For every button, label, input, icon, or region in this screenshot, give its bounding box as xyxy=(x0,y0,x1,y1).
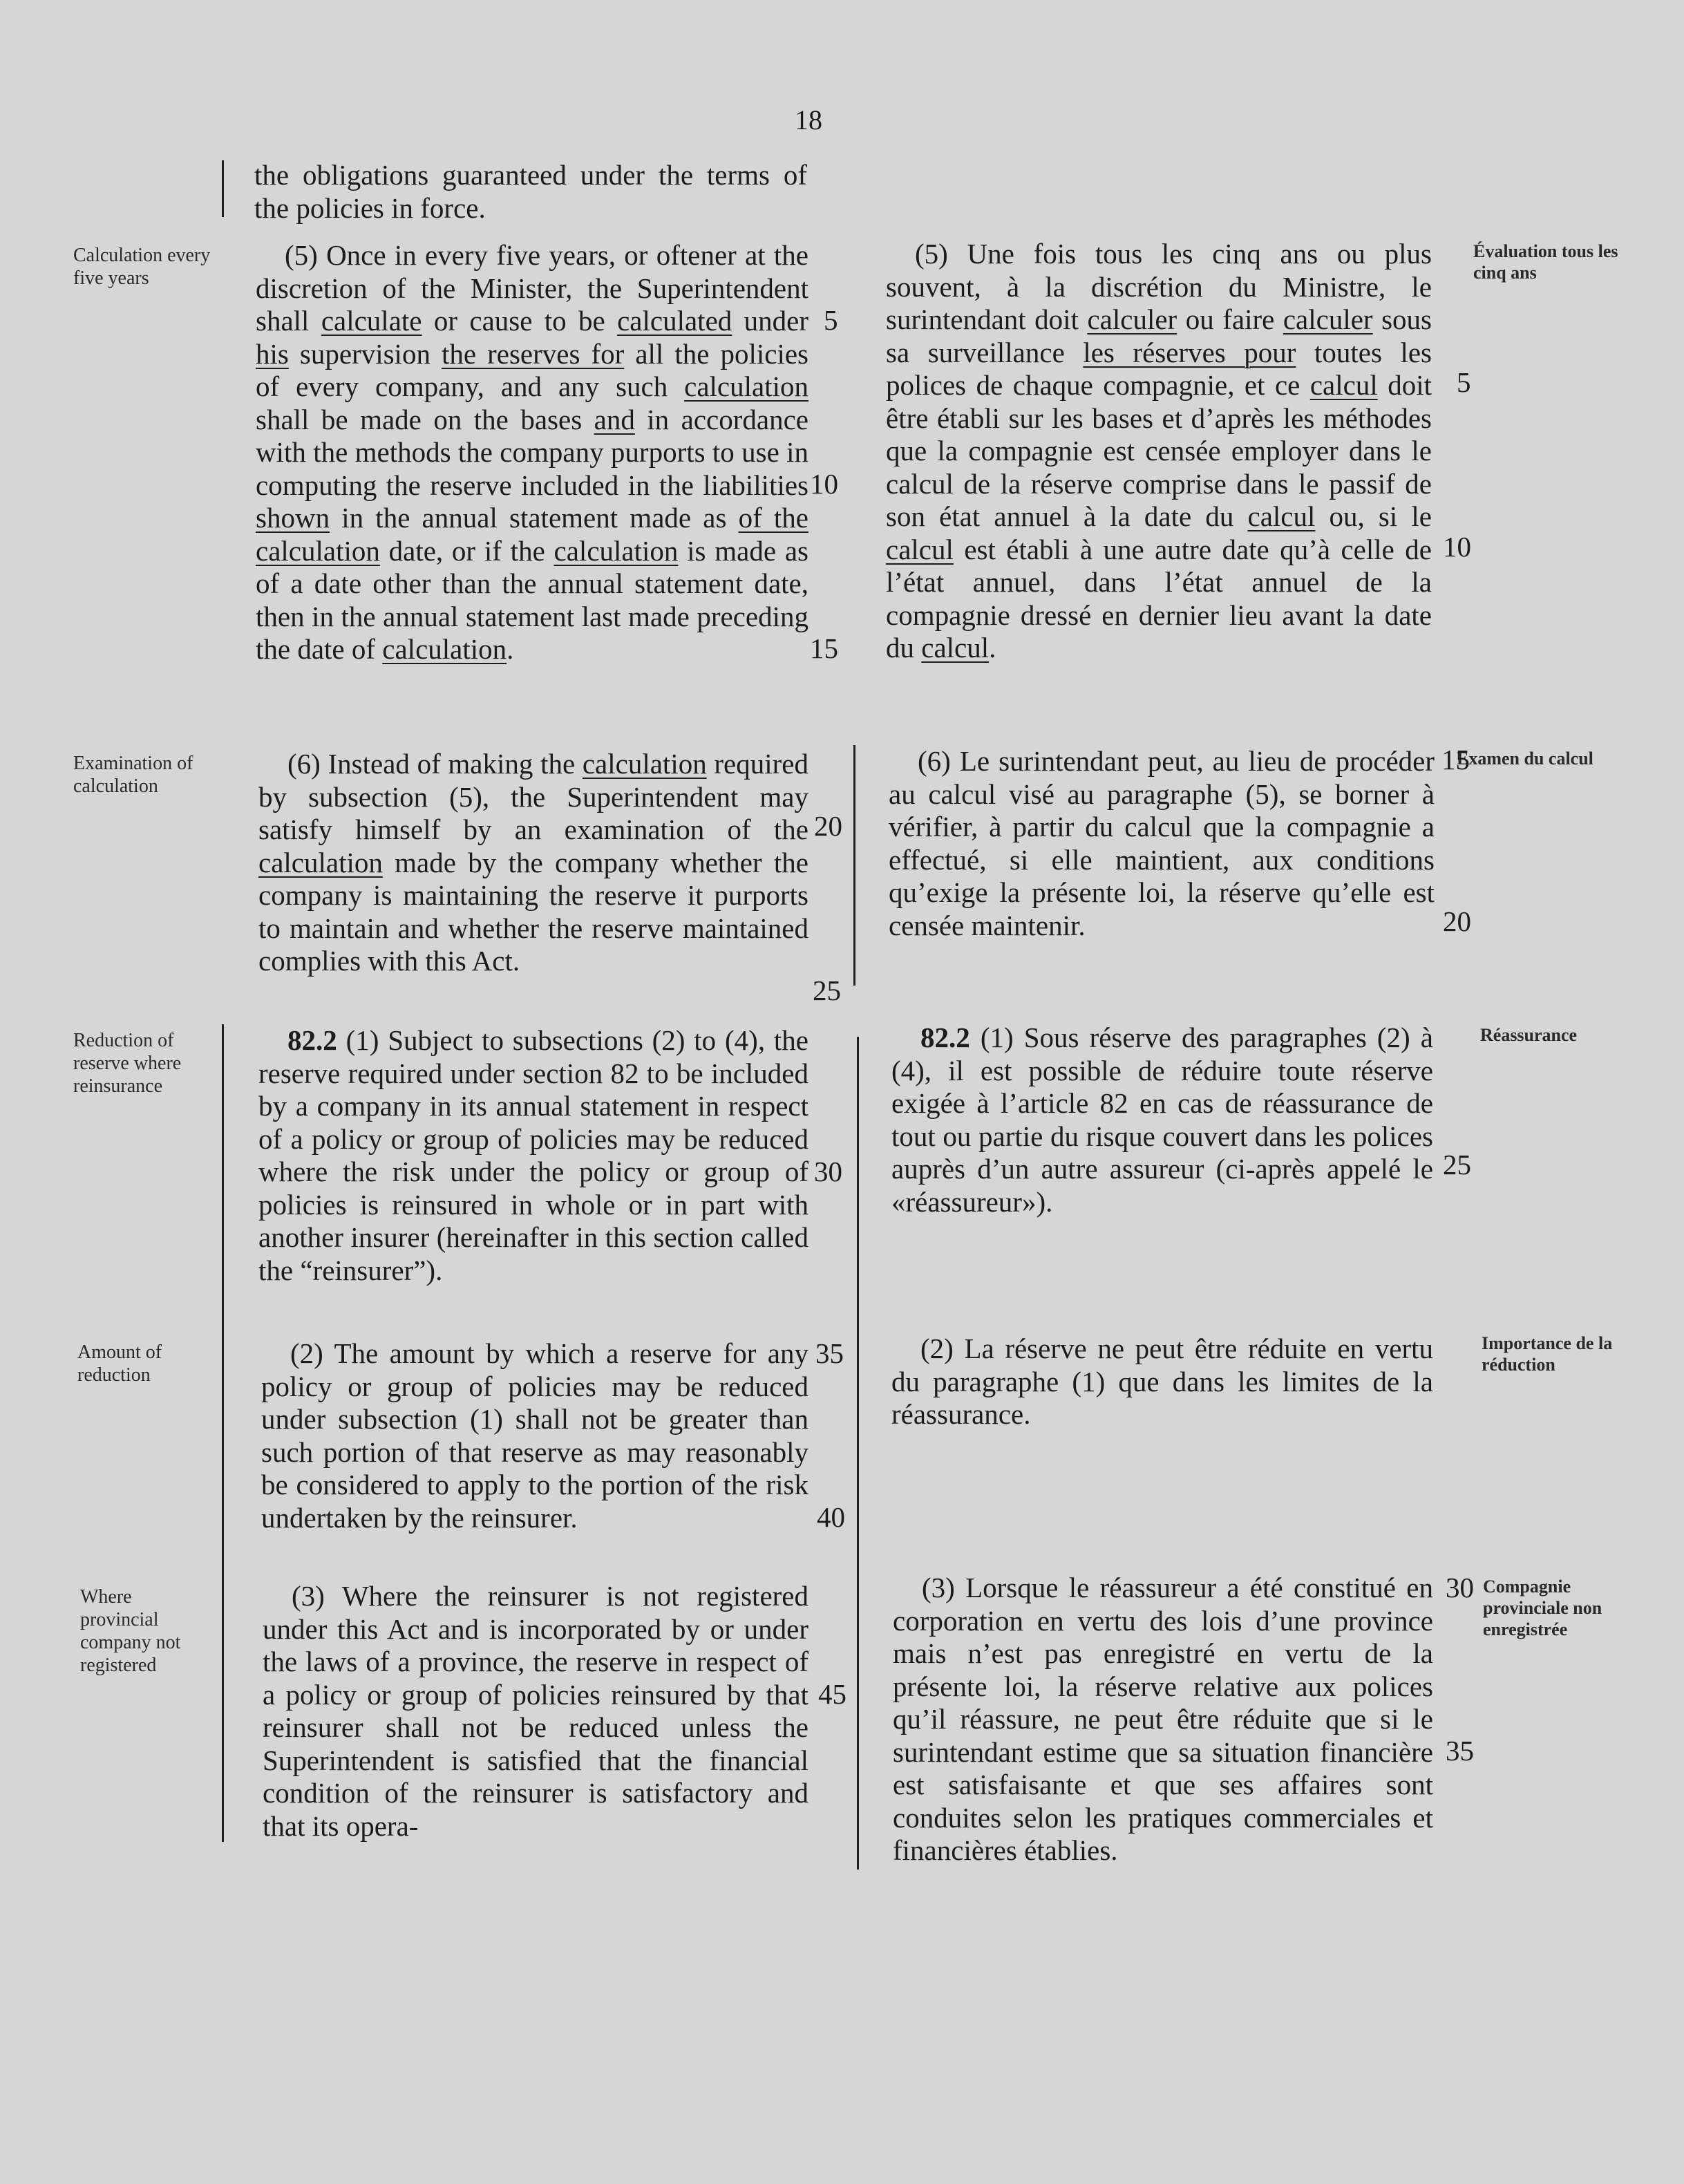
change-bar xyxy=(853,745,855,986)
french-subsection-3-text: (3) Lorsque le réassureur a été constitué en corporation en vertu des lois d’une province mais n’est pas enregistré en vertu de la présente loi, la réserve relative aux polices qu’il réassure, ne peut être réduite que si le surintendant estime que sa situation financière est satisfaisante et que ses affaires sont conduites selon les pratiques commerciales et financières établies. xyxy=(893,1572,1433,1866)
subsection-mark: (6) xyxy=(287,748,321,780)
text: (5) Une fois tous les cinq ans ou plus souvent, à la discrétion du Ministre, le surintendant doit xyxy=(886,238,1432,335)
french-subsection-6 xyxy=(889,745,1435,942)
section-text: (1) Sous réserve des paragraphes (2) à (4), il est possible de réduire toute réserve exigée à l’article 82 en cas de réassurance de tout ou partie du risque couvert dans les polices auprès d’un autre assureur (ci-après appelé le «réassureur»). xyxy=(891,1022,1433,1218)
underlined-text: calcul xyxy=(1309,369,1378,401)
english-subsection-2 xyxy=(261,1337,808,1534)
text: sous sa surveillance xyxy=(886,303,1432,368)
french-subsection-2 xyxy=(891,1333,1433,1431)
line-number: 35 xyxy=(815,1337,844,1369)
underlined-text: his xyxy=(256,337,289,370)
text: required by subsection (5), the Superintendent may satisfy himself by an examination of the xyxy=(258,748,808,845)
line-number: 40 xyxy=(817,1501,845,1533)
text: est établi à une autre date qu’à celle de l’état annuel, dans l’état annuel de la compagnie dressé en dernier lieu avant la date du xyxy=(886,533,1432,663)
english-section-82-2 xyxy=(258,1024,808,1287)
underlined-text: calculation xyxy=(382,633,507,665)
margin-note-reassurance: Réassurance xyxy=(1480,1025,1578,1045)
section-number: 82.2 xyxy=(287,1024,337,1056)
underlined-text: and xyxy=(594,403,635,435)
line-number: 20 xyxy=(1443,905,1471,937)
text: ou, si le xyxy=(1315,500,1432,532)
english-subsection-3-text: (3) Where the reinsurer is not registered under this Act and is incorporated by or under the laws of a province, the reserve in respect of a policy or group of policies reinsured by that reinsurer shall not be reduced unless the Superintendent is satisfied that the financial condition of the reinsurer is satisfactory and that its opera- xyxy=(263,1580,808,1842)
line-number: 15 xyxy=(810,632,838,664)
underlined-text: calculation xyxy=(684,370,808,402)
underlined-text: shown xyxy=(256,502,330,534)
text: under xyxy=(732,305,808,337)
section-text: (1) Subject to subsections (2) to (4), the reserve required under section 82 to be included by a company in its annual statement in respect of a policy or group of policies may be reduced where the risk under the policy or group of policies is reinsured in whole or in part with another insurer (hereinafter in this section called the “reinsurer”). xyxy=(258,1024,808,1286)
line-number: 45 xyxy=(818,1678,846,1710)
underlined-text: calculer xyxy=(1087,303,1177,335)
text: . xyxy=(989,632,996,663)
margin-note-importance-de-la-reduction: Importance de la réduction xyxy=(1482,1333,1613,1375)
english-lead-in-text: the obligations guaranteed under the terms of the policies in force. xyxy=(254,159,807,224)
margin-note-compagnie-provinciale: Compagnie provinciale non enregistrée xyxy=(1483,1576,1602,1639)
underlined-text: calculer xyxy=(1283,303,1373,335)
change-bar xyxy=(857,1037,859,1870)
underlined-text: calculation xyxy=(256,534,380,567)
underlined-text: calcul xyxy=(921,632,990,663)
text: supervision xyxy=(288,337,442,370)
underlined-text: calculation xyxy=(554,534,679,567)
line-number: 5 xyxy=(1457,366,1471,398)
change-bar xyxy=(222,160,224,217)
line-number: 25 xyxy=(813,975,841,1006)
change-bar xyxy=(222,1024,224,1842)
line-number: 5 xyxy=(824,304,838,336)
text: date, or if the xyxy=(379,534,554,567)
margin-note-evaluation-tous-les-cinq-ans: Évaluation tous les cinq ans xyxy=(1473,241,1618,283)
underlined-text: les réserves pour xyxy=(1083,336,1296,368)
underlined-text: calculation xyxy=(258,846,383,878)
underlined-text: of the xyxy=(738,502,808,534)
underlined-text: calculation xyxy=(582,748,707,780)
line-number: 20 xyxy=(814,810,842,842)
text: in the annual statement made as xyxy=(330,502,739,534)
text: all the policies of every company, and any such xyxy=(256,337,808,402)
text: . xyxy=(507,633,514,665)
page-number: 18 xyxy=(795,104,822,135)
margin-note-examination-of-calculation: Examination of calculation xyxy=(73,753,193,797)
underlined-text: calculated xyxy=(617,305,732,337)
text: or cause to be xyxy=(422,305,618,337)
underlined-text: the reserves for xyxy=(441,337,625,370)
french-subsection-3 xyxy=(893,1572,1433,1867)
english-subsection-3 xyxy=(263,1580,808,1843)
text: ou faire xyxy=(1177,303,1283,335)
english-lead-in xyxy=(254,159,807,225)
subsection-mark: (5) xyxy=(285,239,318,271)
margin-note-examen-du-calcul: Examen du calcul xyxy=(1457,749,1593,769)
margin-note-amount-of-reduction: Amount of reduction xyxy=(77,1342,162,1386)
text: toutes les polices de chaque compagnie, et ce xyxy=(886,336,1432,401)
underlined-text: calcul xyxy=(886,533,954,565)
text: Instead of making the xyxy=(328,748,583,780)
french-section-82-2 xyxy=(891,1022,1433,1218)
margin-note-reduction-of-reserve: Reduction of reserve where reinsurance xyxy=(73,1030,182,1097)
text: shall be made on the bases xyxy=(256,403,594,435)
line-number: 15 xyxy=(1441,744,1470,775)
french-subsection-2-text: (2) La réserve ne peut être réduite en vertu du paragraphe (1) que dans les limites de la réassurance. xyxy=(891,1333,1433,1430)
text: is made as of a date other than the annual statement date, then in the annual statement last made preceding the date of xyxy=(256,534,808,665)
underlined-text: calcul xyxy=(1247,500,1316,532)
text: doit être établi sur les bases et d’après les méthodes que la compagnie est censée employer dans le calcul de la réserve comprise dans le passif de son état annuel à la date du xyxy=(886,369,1432,532)
line-number: 35 xyxy=(1446,1735,1474,1767)
line-number: 10 xyxy=(810,468,838,500)
english-subsection-6 xyxy=(258,748,808,978)
text: Once in every five years, or oftener at the discretion of the Minister, the Superintendent shall xyxy=(256,239,808,337)
margin-note-provincial-company: Where provincial company not registered xyxy=(80,1586,181,1676)
french-subsection-6-text: (6) Le surintendant peut, au lieu de procéder au calcul visé au paragraphe (5), se borner à vérifier, à partir du calcul que la compagnie a effectué, si elle maintient, aux conditions qu’exige la présente loi, la réserve qu’elle est censée maintenir. xyxy=(889,745,1435,941)
section-number: 82.2 xyxy=(920,1022,970,1053)
margin-note-calculation-every-five-years: Calculation every five years xyxy=(73,245,211,289)
line-number: 30 xyxy=(1446,1572,1474,1603)
english-subsection-5 xyxy=(256,239,808,666)
text: made by the company whether the company is maintaining the reserve it purports to maintain and whether the reserve maintained complies with this Act. xyxy=(258,846,808,977)
line-number: 30 xyxy=(814,1156,842,1187)
line-number: 10 xyxy=(1443,531,1471,563)
english-subsection-2-text: (2) The amount by which a reserve for any policy or group of policies may be reduced under subsection (1) shall not be greater than such portion of that reserve as may reasonably be considered to apply to the portion of the risk undertaken by the reinsurer. xyxy=(261,1337,808,1534)
text: in accordance with the methods the company purports to use in computing the reserve included in the liabilities xyxy=(256,403,808,501)
line-number: 25 xyxy=(1443,1149,1471,1180)
french-subsection-5 xyxy=(886,238,1432,665)
underlined-text: calculate xyxy=(321,305,422,337)
